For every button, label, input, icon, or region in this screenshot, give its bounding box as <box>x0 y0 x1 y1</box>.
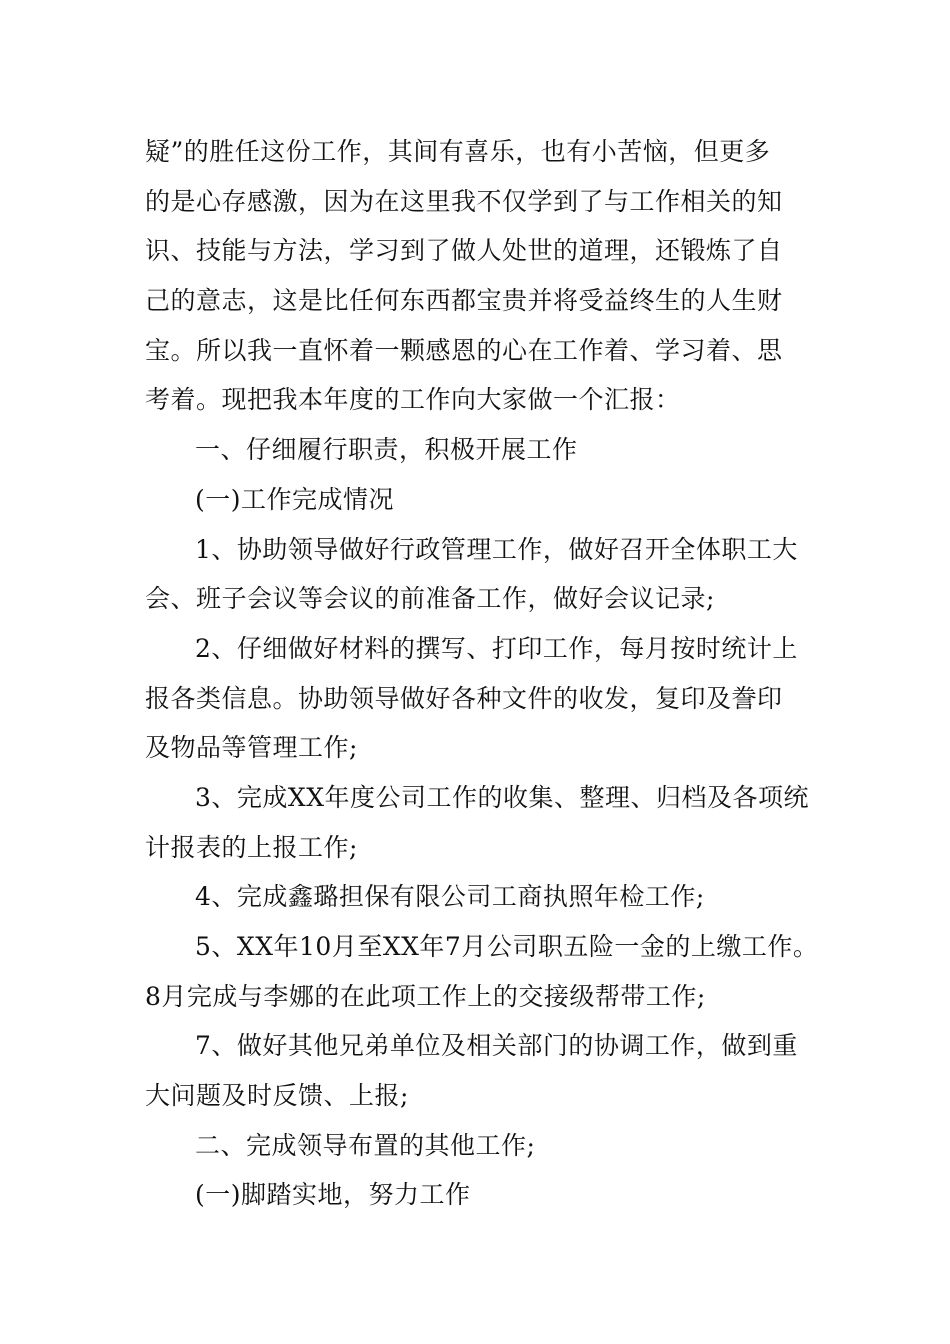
list-item-5-line-2: 8月完成与李娜的在此项工作上的交接级帮带工作; <box>145 981 706 1011</box>
text-line-2: 的是心存感激，因为在这里我不仅学到了与工作相关的知 <box>145 186 783 216</box>
list-item-4: 4、完成鑫璐担保有限公司工商执照年检工作; <box>195 882 705 912</box>
subsection-heading-2: (一)脚踏实地，努力工作 <box>195 1180 471 1210</box>
text-line-5: 宝。所以我一直怀着一颗感恩的心在工作着、学习着、思 <box>145 335 783 365</box>
list-item-2-line-2: 报各类信息。协助领导做好各种文件的收发，复印及誊印 <box>145 683 783 713</box>
list-item-7-line-1: 7、做好其他兄弟单位及相关部门的协调工作，做到重 <box>195 1031 798 1061</box>
section-heading-1: 一、仔细履行职责，积极开展工作 <box>195 435 578 465</box>
text-line-1: 疑”的胜任这份工作，其间有喜乐，也有小苦恼，但更多 <box>145 137 771 166</box>
list-item-3-line-1: 3、完成XX年度公司工作的收集、整理、归档及各项统 <box>195 782 810 812</box>
list-item-2-line-1: 2、仔细做好材料的撰写、打印工作，每月按时统计上 <box>195 633 798 663</box>
text-line-6: 考着。现把我本年度的工作向大家做一个汇报： <box>145 385 681 415</box>
list-item-2-line-3: 及物品等管理工作; <box>145 733 358 763</box>
document-body <box>145 127 845 1220</box>
list-item-7-line-2: 大问题及时反馈、上报; <box>145 1081 409 1111</box>
subsection-heading-1: (一)工作完成情况 <box>195 484 395 514</box>
text-line-3: 识、技能与方法，学习到了做人处世的道理，还锻炼了自 <box>145 236 783 266</box>
text-line-4: 己的意志，这是比任何东西都宝贵并将受益终生的人生财 <box>145 286 783 316</box>
section-heading-2: 二、完成领导布置的其他工作; <box>195 1130 536 1160</box>
list-item-3-line-2: 计报表的上报工作; <box>145 832 358 862</box>
list-item-1-line-2: 会、班子会议等会议的前准备工作，做好会议记录; <box>145 584 715 614</box>
list-item-5-line-1: 5、XX年10月至XX年7月公司职五险一金的上缴工作。 <box>195 932 819 961</box>
list-item-1-line-1: 1、协助领导做好行政管理工作，做好召开全体职工大 <box>195 534 798 564</box>
